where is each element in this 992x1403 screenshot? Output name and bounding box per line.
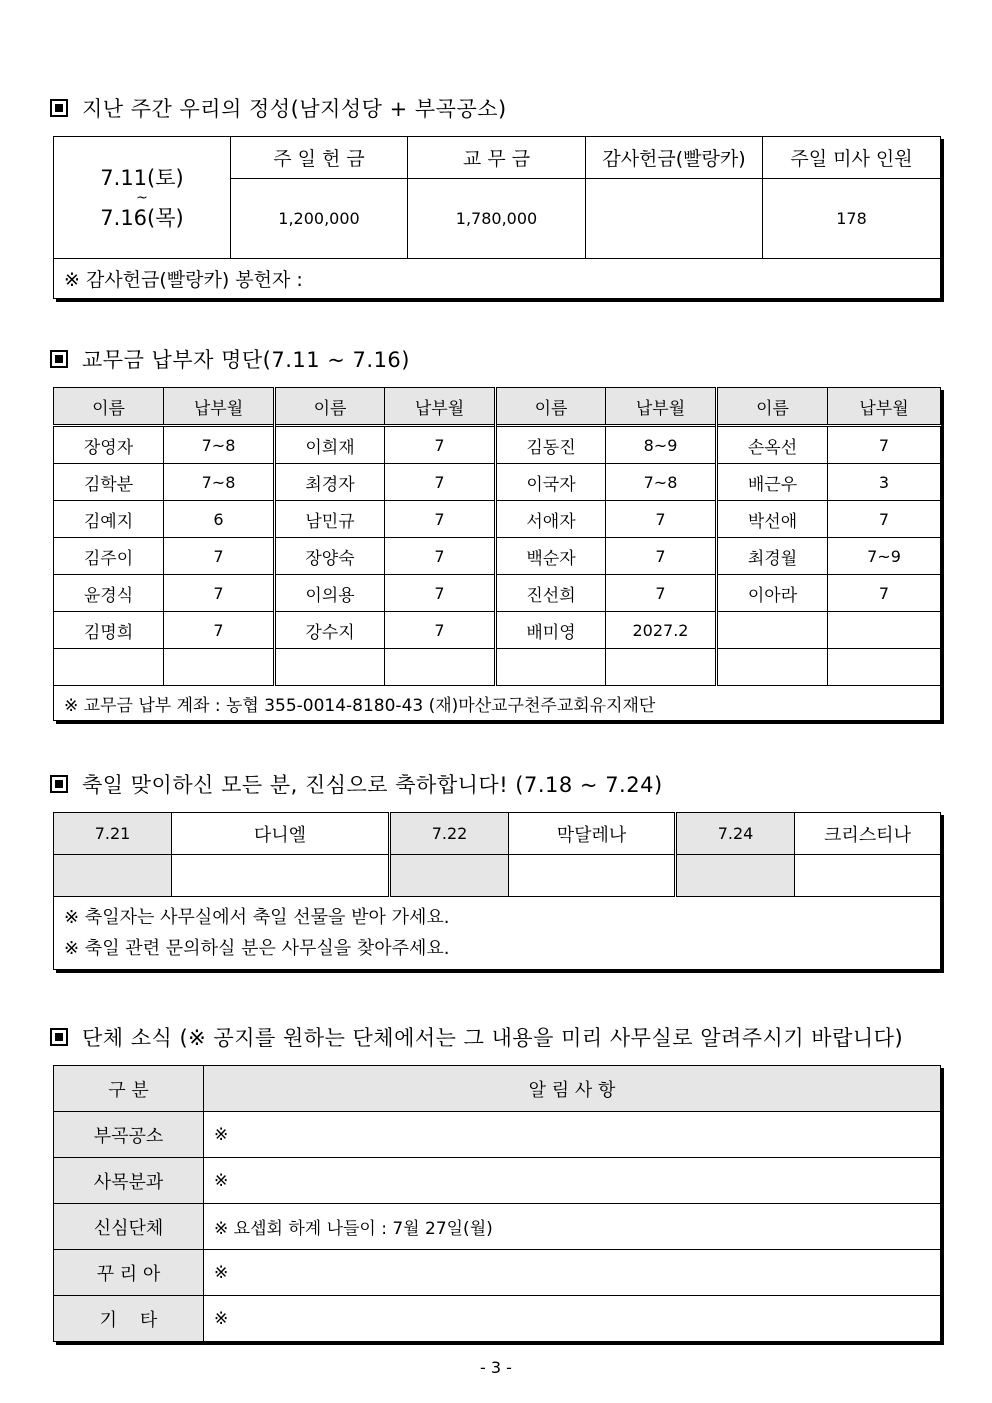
table-row <box>54 1112 941 1158</box>
payer-month: 7 <box>385 538 496 575</box>
payer-name: 김학분 <box>54 464 164 501</box>
feast-date-empty <box>390 855 509 897</box>
payer-name: 서애자 <box>496 501 606 538</box>
feast-days-table <box>53 812 941 970</box>
payer-month: 7 <box>385 501 496 538</box>
payer-month: 7 <box>164 612 275 649</box>
square-bullet-icon <box>50 350 68 368</box>
payer-month: 7 <box>385 464 496 501</box>
feast-name-empty <box>509 855 676 897</box>
group-category: 기 타 <box>54 1296 204 1342</box>
payer-name: 이희재 <box>275 426 385 464</box>
table-row <box>54 464 941 501</box>
feast-note-gift: ※ 축일자는 사무실에서 축일 선물을 받아 가세요. <box>64 907 450 928</box>
group-notice: ※ <box>204 1158 941 1204</box>
header-month: 납부월 <box>164 388 275 426</box>
table-row <box>54 1250 941 1296</box>
group-notice: ※ <box>204 1112 941 1158</box>
feast-name-empty <box>795 855 941 897</box>
payer-month <box>164 649 275 686</box>
feast-name-empty <box>172 855 390 897</box>
feast-name: 다니엘 <box>172 813 390 855</box>
payer-month: 7~8 <box>164 426 275 464</box>
header-month: 납부월 <box>606 388 717 426</box>
feast-note-inquiry: ※ 축일 관련 문의하실 분은 사무실을 찾아주세요. <box>64 938 450 959</box>
payer-name: 장영자 <box>54 426 164 464</box>
value-sunday-offering: 1,200,000 <box>231 179 408 259</box>
payer-name: 강수지 <box>275 612 385 649</box>
feast-date-empty <box>54 855 172 897</box>
payer-month: 7 <box>385 612 496 649</box>
thanks-offering-note: ※ 감사헌금(빨랑카) 봉헌자 : <box>54 259 941 299</box>
header-parish-due: 교 무 금 <box>408 137 586 179</box>
table-row <box>54 575 941 612</box>
payer-name: 최경자 <box>275 464 385 501</box>
offering-period: 7.11(토) ~ 7.16(목) <box>54 137 231 259</box>
payer-name: 장양숙 <box>275 538 385 575</box>
payer-name: 배근우 <box>717 464 828 501</box>
section-title-group-news: 단체 소식 (※ 공지를 원하는 단체에서는 그 내용을 미리 사무실로 알려주시기 바랍니다) <box>50 1022 903 1052</box>
header-month: 납부월 <box>385 388 496 426</box>
payer-month <box>828 649 941 686</box>
payer-name: 김동진 <box>496 426 606 464</box>
payer-name: 김주이 <box>54 538 164 575</box>
header-mass-attendance: 주일 미사 인원 <box>763 137 941 179</box>
payer-name <box>717 649 828 686</box>
table-row <box>54 1204 941 1250</box>
payer-month: 7 <box>164 538 275 575</box>
page-number: - 3 - <box>480 1358 512 1377</box>
table-row <box>54 1158 941 1204</box>
payer-month: 6 <box>164 501 275 538</box>
payer-name: 김예지 <box>54 501 164 538</box>
square-bullet-icon <box>50 99 68 117</box>
header-name: 이름 <box>496 388 606 426</box>
payer-month <box>828 612 941 649</box>
payer-month: 7 <box>385 575 496 612</box>
header-name: 이름 <box>717 388 828 426</box>
payer-name: 최경월 <box>717 538 828 575</box>
feast-date: 7.21 <box>54 813 172 855</box>
square-bullet-icon <box>50 775 68 793</box>
payer-month: 7~8 <box>606 464 717 501</box>
payer-month: 7~9 <box>828 538 941 575</box>
header-name: 이름 <box>54 388 164 426</box>
payer-name <box>717 612 828 649</box>
section-title-feast-days: 축일 맞이하신 모든 분, 진심으로 축하합니다! (7.18 ~ 7.24) <box>50 769 663 799</box>
table-row <box>54 1296 941 1342</box>
feast-date: 7.24 <box>676 813 795 855</box>
group-news-table <box>53 1065 941 1342</box>
payer-name: 손옥선 <box>717 426 828 464</box>
payer-name: 박선애 <box>717 501 828 538</box>
payer-month: 7~8 <box>164 464 275 501</box>
table-row <box>54 538 941 575</box>
dues-account-note: ※ 교무금 납부 계좌 : 농협 355-0014-8180-43 (재)마산교구천주교회유지재단 <box>54 686 941 721</box>
header-sunday-offering: 주 일 헌 금 <box>231 137 408 179</box>
payer-month: 7 <box>606 575 717 612</box>
payer-month: 7 <box>828 575 941 612</box>
header-month: 납부월 <box>828 388 941 426</box>
square-bullet-icon <box>50 1028 68 1046</box>
payer-month: 7 <box>606 538 717 575</box>
group-category: 사목분과 <box>54 1158 204 1204</box>
group-category: 신심단체 <box>54 1204 204 1250</box>
group-category: 꾸 리 아 <box>54 1250 204 1296</box>
payer-month: 7 <box>385 426 496 464</box>
payer-name: 윤경식 <box>54 575 164 612</box>
payer-name: 진선희 <box>496 575 606 612</box>
payer-month: 7 <box>828 501 941 538</box>
payer-name: 백순자 <box>496 538 606 575</box>
payer-name: 이국자 <box>496 464 606 501</box>
group-notice: ※ <box>204 1250 941 1296</box>
payer-month: 7 <box>164 575 275 612</box>
header-notice: 알 림 사 항 <box>204 1066 941 1112</box>
offering-table <box>53 136 941 299</box>
payer-month: 3 <box>828 464 941 501</box>
section-title-dues-list: 교무금 납부자 명단(7.11 ~ 7.16) <box>50 344 410 374</box>
payer-month: 8~9 <box>606 426 717 464</box>
payer-name <box>54 649 164 686</box>
value-parish-due: 1,780,000 <box>408 179 586 259</box>
feast-name: 크리스티나 <box>795 813 941 855</box>
table-row <box>54 426 941 464</box>
feast-date-empty <box>676 855 795 897</box>
section-title-offering: 지난 주간 우리의 정성(남지성당 + 부곡공소) <box>50 93 507 123</box>
table-row <box>54 612 941 649</box>
group-notice: ※ 요셉회 하계 나들이 : 7월 27일(월) <box>204 1204 941 1250</box>
feast-date: 7.22 <box>390 813 509 855</box>
payer-month <box>385 649 496 686</box>
table-row <box>54 501 941 538</box>
group-notice: ※ <box>204 1296 941 1342</box>
table-row <box>54 649 941 686</box>
group-category: 부곡공소 <box>54 1112 204 1158</box>
feast-name: 막달레나 <box>509 813 676 855</box>
payer-name <box>275 649 385 686</box>
payer-name: 남민규 <box>275 501 385 538</box>
payer-name: 김명희 <box>54 612 164 649</box>
payer-name <box>496 649 606 686</box>
payer-month: 2027.2 <box>606 612 717 649</box>
payer-name: 이의용 <box>275 575 385 612</box>
payer-name: 배미영 <box>496 612 606 649</box>
header-thanks-offering: 감사헌금(빨랑카) <box>586 137 763 179</box>
payer-month: 7 <box>828 426 941 464</box>
payer-name: 이아라 <box>717 575 828 612</box>
payer-month <box>606 649 717 686</box>
header-name: 이름 <box>275 388 385 426</box>
value-mass-attendance: 178 <box>763 179 941 259</box>
feast-notes <box>54 897 941 970</box>
header-category: 구 분 <box>54 1066 204 1112</box>
payer-month: 7 <box>606 501 717 538</box>
value-thanks-offering <box>586 179 763 259</box>
dues-payers-table <box>53 387 941 721</box>
